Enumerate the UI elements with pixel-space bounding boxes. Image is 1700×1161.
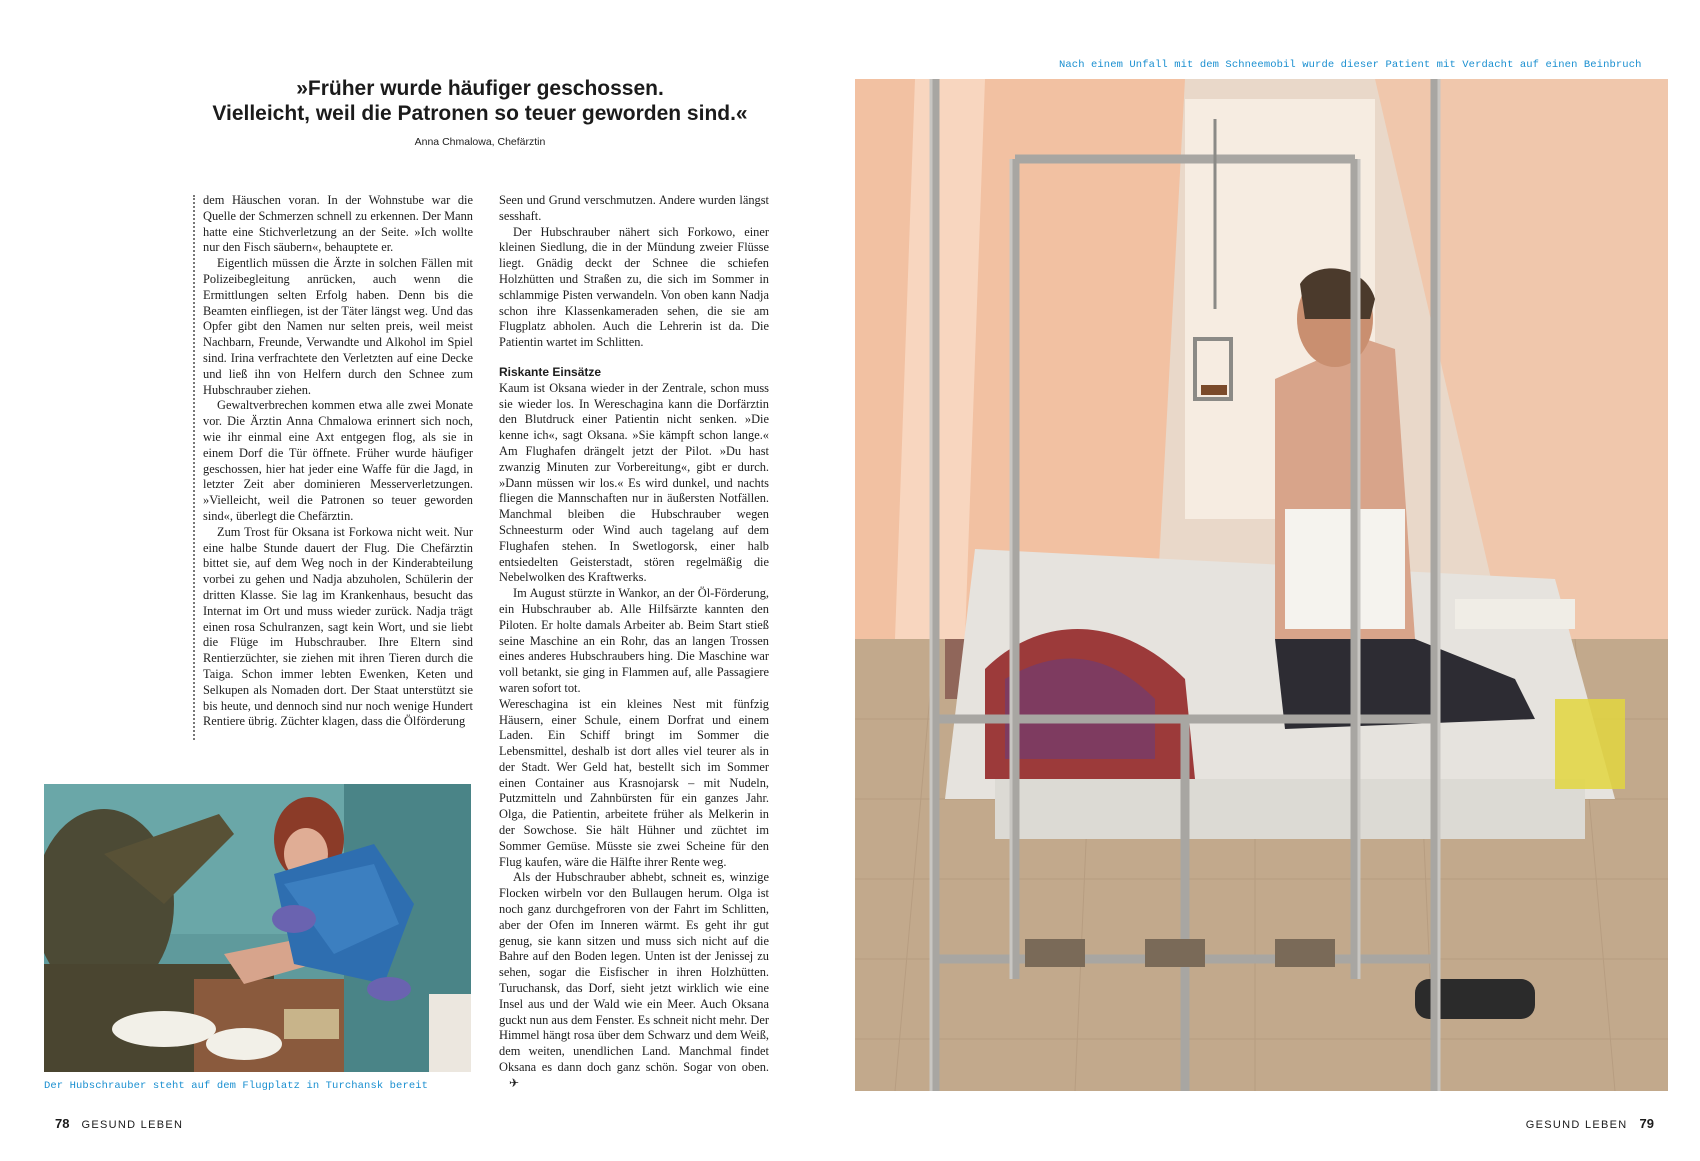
- photo-doctor-treating-patient-image: [44, 784, 471, 1072]
- paragraph: Gewaltverbrechen kommen etwa alle zwei Monate vor. Die Ärztin Anna Chmalowa erinnert sich noch, wie ihr einmal eine Axt entgegen flog, als sie in einem Dorf die Tür öffnete. Früher wurde häufiger geschossen, hier hat jeder eine Waffe für die Jagd, in letzter Zeit aber dominieren Messerverletzungen. »Vielleicht, weil die Patronen so teuer geworden sind«, überlegt die Chefärztin.: [203, 398, 473, 523]
- page-number-left: 78: [55, 1116, 70, 1131]
- paragraph: Im August stürzte in Wankor, an der Öl-Förderung, ein Hubschrauber ab. Alle Hilfsärzte kannten den Piloten. Er holte damals Arbeiter ab. Beim Start stieß seine Maschine an ein Rohr, das an langen Trossen eines anderes Hubschraubers hing. Die Maschine war voll betankt, sie ging in Flammen auf, alle Passagiere waren sofort tot.: [499, 586, 769, 695]
- page-number-right: 79: [1639, 1116, 1654, 1131]
- photo-caption-small: Der Hubschrauber steht auf dem Flugplatz in Turchansk bereit: [44, 1080, 429, 1092]
- paragraph: dem Häuschen voran. In der Wohnstube war die Quelle der Schmerzen schnell zu erkennen. Der Mann hatte eine Stichverletzung an der Seite. »Ich wollte nur den Fisch säubern«, behauptete er.: [203, 193, 473, 255]
- paragraph: [499, 870, 769, 1091]
- paragraph: Der Hubschrauber nähert sich Forkowo, einer kleinen Siedlung, die in der Mündung zweier Flüsse liegt. Gnädig deckt der Schnee die schiefen Holzhütten und Straßen zu, die sich im Sommer in schlammige Pisten verwandeln. Von oben kann Nadja schon ihre Klassenkameraden sehen, die sie am Flugplatz abholen. Auch die Lehrerin ist da. Die Patientin wartet im Schlitten.: [499, 224, 769, 350]
- pull-quote-attribution: Anna Chmalowa, Chefärztin: [414, 136, 546, 148]
- pull-quote-line-1: »Früher wurde häufiger geschossen.: [296, 77, 664, 100]
- paragraph: Wereschagina ist ein kleines Nest mit fünfzig Häusern, einer Schule, einem Dorfrat und einem Laden. Ein Schiff bringt im Sommer die Lebensmittel, deshalb ist dort alles viel teurer als in der Stadt. Wer Geld hat, bestellt sich im Sommer einen Container aus Krasnojarsk – mit Nudeln, Putzmitteln und Zahnbürsten für ein ganzes Jahr. Olga, die Patientin, arbeitete früher als Melkerin in der Sowchose. Sie hält Hühner und züchtet im Sommer Gemüse. Müsste sie zwei Scheine für den Flug kaufen, wäre die Hälfte ihrer Rente weg.: [499, 696, 769, 869]
- photo-caption-large: Nach einem Unfall mit dem Schneemobil wurde dieser Patient mit Verdacht auf einen Beinbruch: [1059, 59, 1642, 71]
- subheading: Riskante Einsätze: [499, 364, 602, 379]
- pull-quote-line-2: Vielleicht, weil die Patronen so teuer geworden sind.«: [212, 102, 748, 125]
- folio-left: [55, 1116, 183, 1131]
- paragraph: Eigentlich müssen die Ärzte in solchen Fällen mit Polizeibegleitung anrücken, auch wenn die Ermittlungen selten Erfolg haben. Denn bis die Beamten einfliegen, ist der Täter längst weg. Und das Opfer gibt den Namen nur selten preis, weil meist Nachbarn, Freunde, Verwandte und Alkohol im Spiel sind. Irina verfrachtete den Verletzten auf eine Decke und ließ ihn von Helfern durch den Schnee zum Hubschrauber ziehen.: [203, 256, 473, 397]
- article-column-1: [203, 193, 473, 730]
- folio-right: [1526, 1116, 1654, 1131]
- pull-quote: [200, 76, 760, 148]
- photo-doctor-treating-patient: [44, 784, 471, 1072]
- photo-patient-hospital-bed: [855, 79, 1668, 1091]
- paragraph-text: Als der Hubschrauber abhebt, schneit es, winzige Flocken wirbeln vor den Bullaugen herum. Olga ist noch ganz durchgefroren von der Fahrt im Schlitten, aber der Ofen im Inneren wärmt. Es geht ihr gut genug, sie kann sitzen und muss sich nicht auf die Bahre auf den Boden legen. Unten ist der Jenissej zu sehen, sogar die Eisfischer in ihren Holzhütten. Turuchansk, das Dorf, sieht jetzt wirklich wie eine Insel aus und der Wald wie ein Meer. Auch Oksana guckt nun aus dem Fenster. Es schneit nicht mehr. Der Himmel hängt rosa über dem Schwarz und dem Weiß, dem weiten, unendlichen Land. Manchmal findet Oksana es dann doch ganz schön. Sogar von oben.: [499, 870, 769, 1075]
- paragraph: Kaum ist Oksana wieder in der Zentrale, schon muss sie wieder los. In Wereschagina kann die Dorfärztin den Blutdruck einer Patientin nicht senken. »Die kenne ich«, sagt Oksana. »Sie kämpft schon lange.« Am Flughafen drängelt jetzt der Pilot. »Du hast zwanzig Minuten zur Vorbereitung«, gibt er durch. »Dann müssen wir los.« Es wird dunkel, und nachts fliegen die Mannschaften nur in äußersten Notfällen. Manchmal bleiben die Hubschrauber wegen Schneesturm oder Wind auch tagelang auf dem Flughafen stehen. In Swetlogorsk, einer halb entsiedelten Geisterstadt, stören regelmäßig die Nebelwolken des Kraftwerks.: [499, 380, 769, 585]
- paragraph: Seen und Grund verschmutzen. Andere wurden längst sesshaft.: [499, 193, 769, 223]
- article-column-2: [499, 193, 769, 1092]
- section-name-right: GESUND LEBEN: [1525, 1119, 1628, 1131]
- column-dotted-rule: [193, 195, 195, 740]
- photo-patient-hospital-bed-image: [855, 79, 1668, 1091]
- end-mark-icon: ✈: [509, 1075, 520, 1090]
- section-name-left: GESUND LEBEN: [81, 1119, 184, 1131]
- paragraph: Zum Trost für Oksana ist Forkowa nicht weit. Nur eine halbe Stunde dauert der Flug. Die Chefärztin bittet sie, auf dem Weg noch in der Kinderabteilung vorbei zu gehen und Nadja abzuholen, Schülerin der dritten Klasse. Sie lag im Krankenhaus, besucht das Internat im Ort und muss wieder zurück. Nadja trägt einen rosa Schulranzen, sagt kein Wort, und sie liebt die Flüge im Hubschrauber. Ihre Eltern sind Rentierzüchter, sie ziehen mit ihren Tieren durch die Taiga. Schon immer lebten Ewenken, Keten und Selkupen als Nomaden dort. Der Staat unterstützt sie bis heute, und dennoch sind nur noch wenige Hundert Rentiere übrig. Züchter klagen, dass die Ölförderung: [203, 524, 473, 729]
